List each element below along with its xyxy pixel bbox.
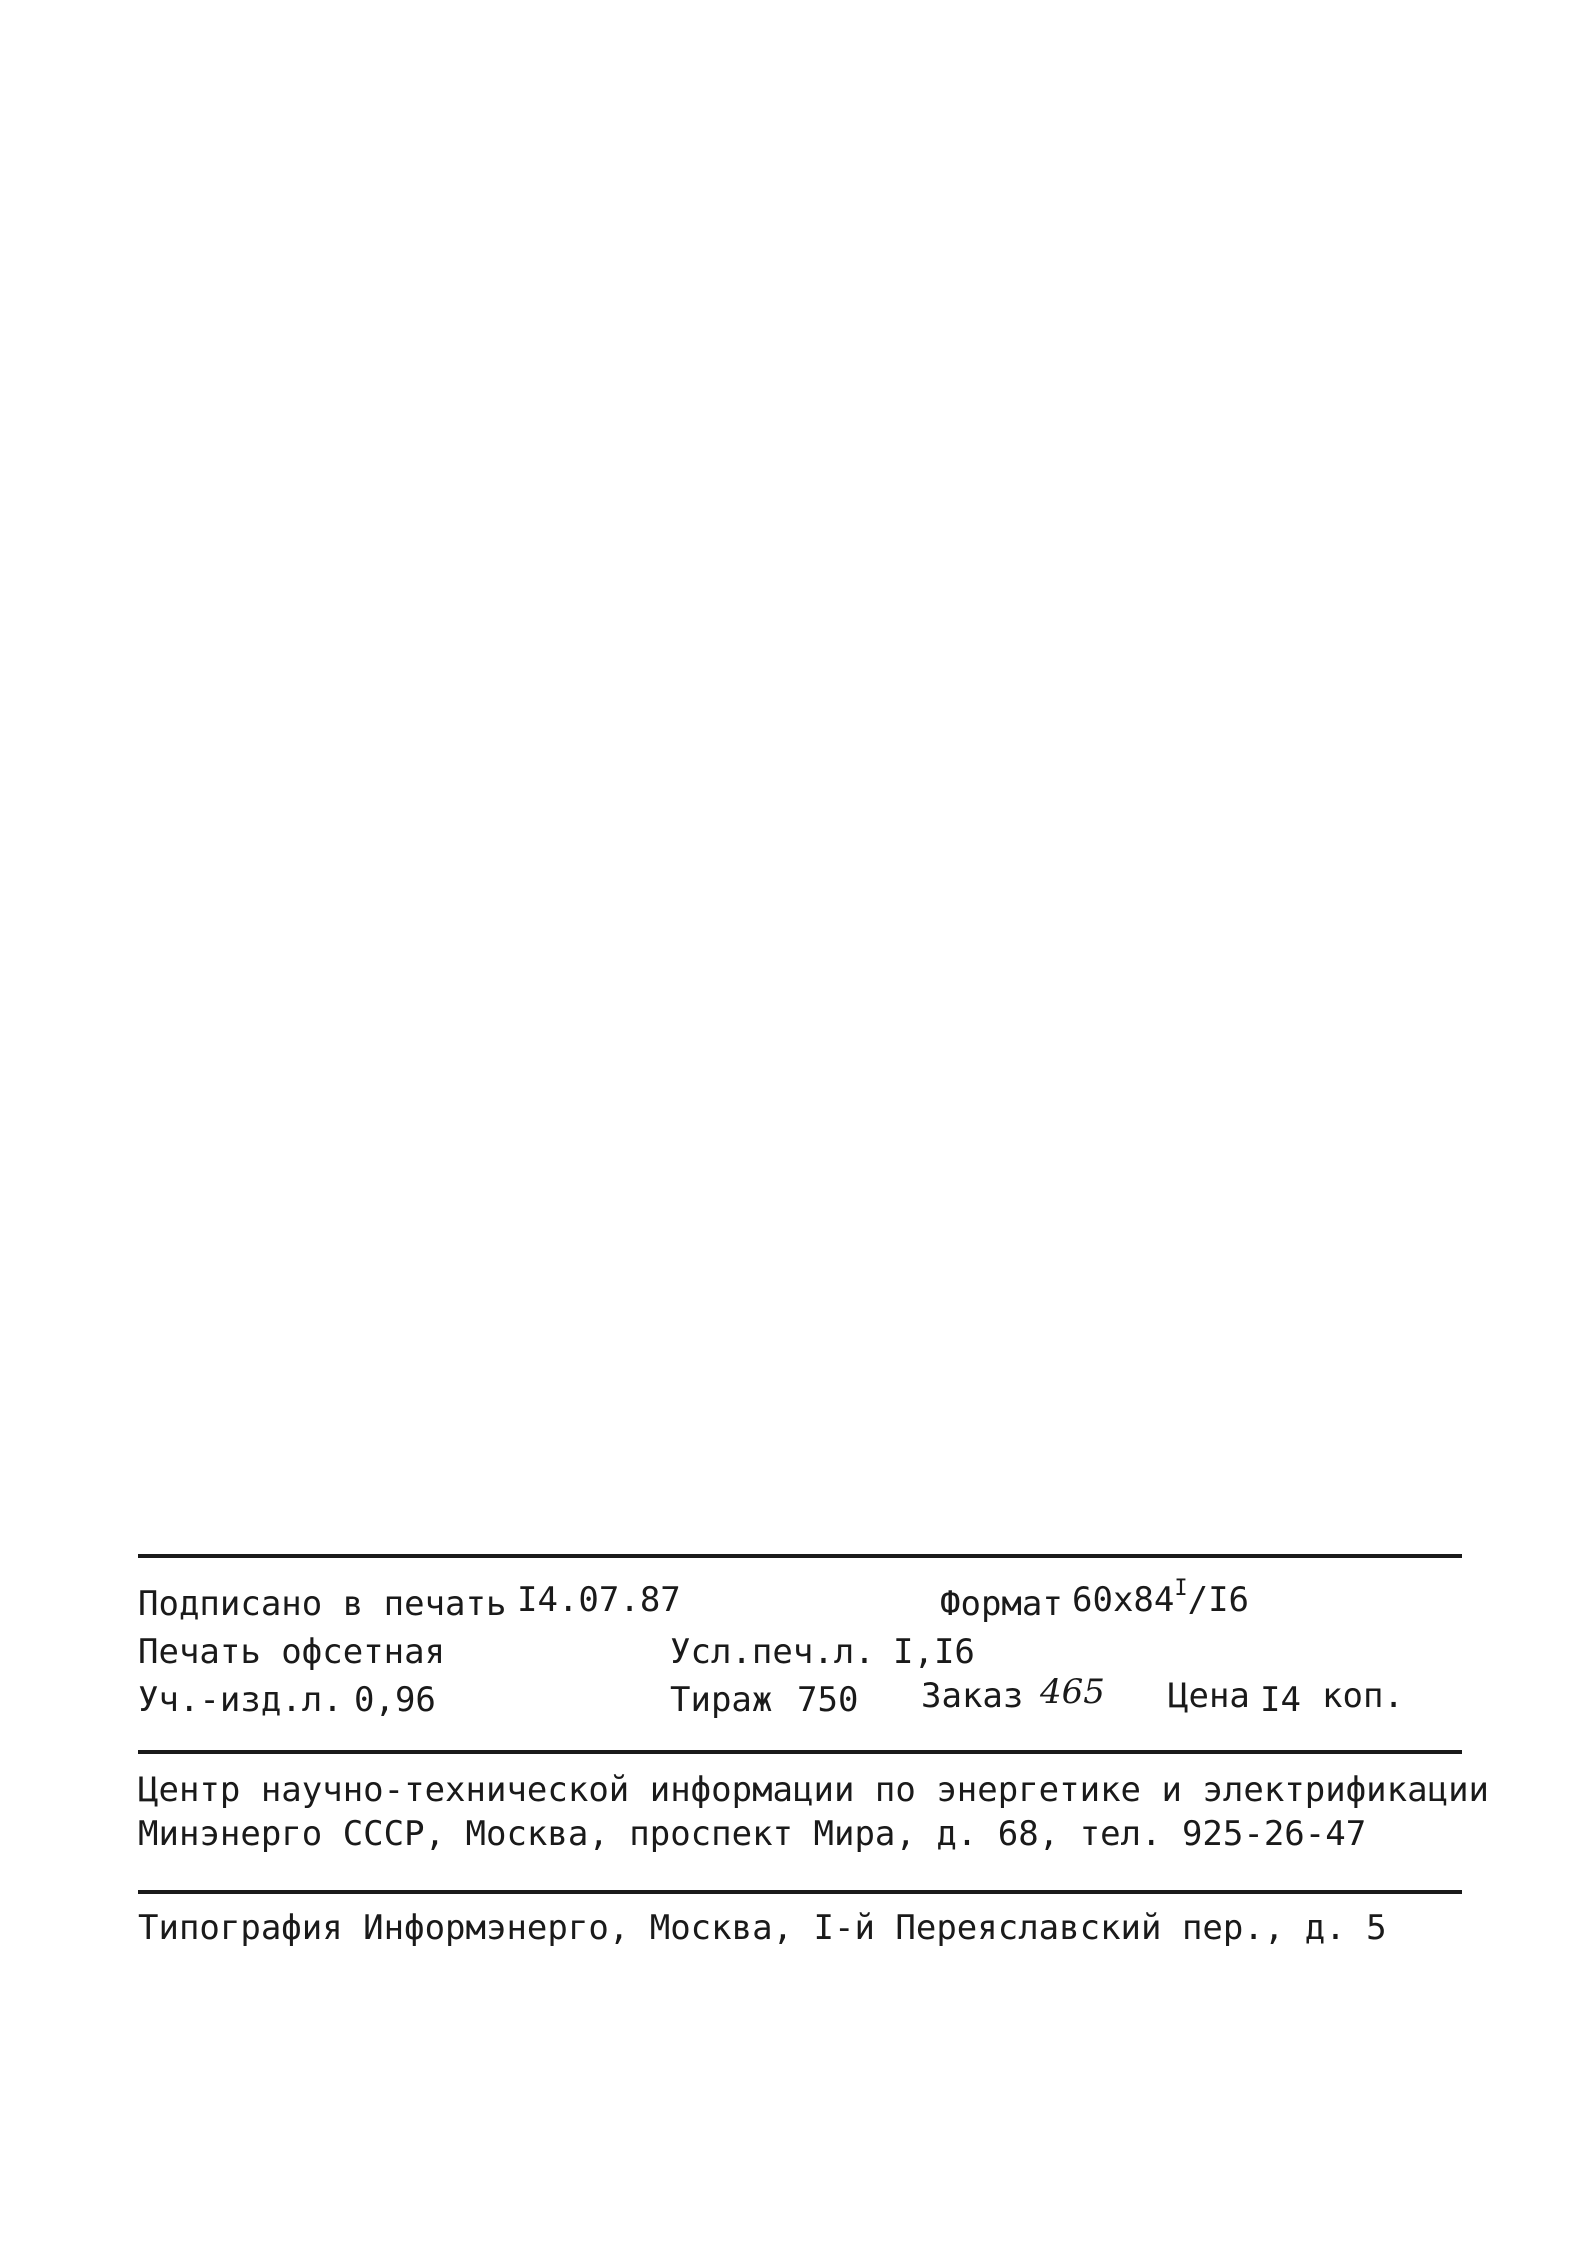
order-value: 465 bbox=[1040, 1672, 1105, 1712]
middle-rule bbox=[138, 1750, 1462, 1754]
pub-sheets-label: Уч.-изд.л. bbox=[138, 1680, 343, 1720]
printer-line: Типография Информэнерго, Москва, I-й Переяславский пер., д. 5 bbox=[138, 1908, 1387, 1948]
signed-label: Подписано в печать bbox=[138, 1584, 507, 1624]
run-value: 750 bbox=[797, 1680, 859, 1720]
run-label: Тираж bbox=[670, 1680, 773, 1720]
format-main: 60x84 bbox=[1072, 1580, 1175, 1620]
price-unit: коп. bbox=[1322, 1676, 1404, 1716]
publisher-line-2: Минэнерго СССР, Москва, проспект Мира, д. 68, тел. 925-26-47 bbox=[138, 1814, 1367, 1854]
format-label: Формат bbox=[940, 1584, 1063, 1624]
print-type: Печать офсетная bbox=[138, 1632, 446, 1672]
pub-sheets-value: 0,96 bbox=[354, 1680, 436, 1720]
format-superscript: I bbox=[1174, 1576, 1188, 1601]
price-label: Цена bbox=[1168, 1676, 1250, 1716]
cond-sheets-label: Усл.печ.л. bbox=[670, 1632, 875, 1672]
signed-date: I4.07.87 bbox=[517, 1580, 681, 1620]
bottom-rule bbox=[138, 1890, 1462, 1894]
top-rule bbox=[138, 1554, 1462, 1558]
publisher-line-1: Центр научно-технической информации по энергетике и электрификации bbox=[138, 1770, 1490, 1810]
order-label: Заказ bbox=[921, 1676, 1024, 1716]
price-value: I4 bbox=[1260, 1680, 1301, 1720]
cond-sheets-value: I,I6 bbox=[893, 1632, 975, 1672]
format-suffix: /I6 bbox=[1187, 1580, 1250, 1620]
format-value bbox=[1072, 1576, 1250, 1625]
